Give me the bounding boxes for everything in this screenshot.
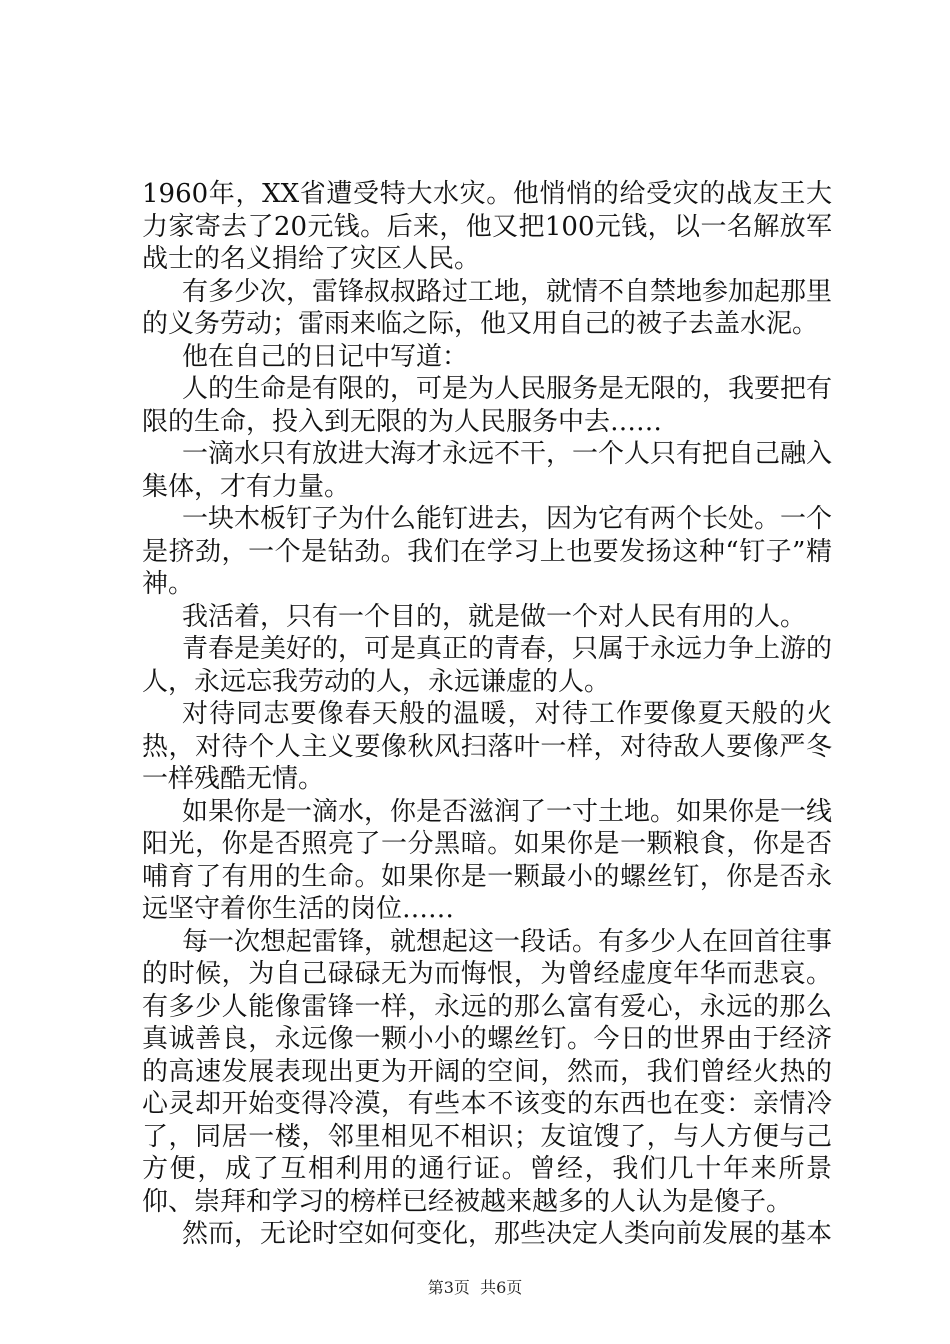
document-body [142,178,832,1251]
paragraph-diary-life: 人的生命是有限的，可是为人民服务是无限的，我要把有限的生命，投入到无限的为人民服务中去…… [142,374,833,437]
paragraph-however: 然而，无论时空如何变化，那些决定人类向前发展的基本 [182,1219,833,1249]
paragraph-diary-four-seasons: 对待同志要像春天般的温暖，对待工作要像夏天般的火热，对待个人主义要像秋风扫落叶一样，对待敌人要像严冬一样残酷无情。 [142,699,832,794]
page-number-label: 第3页 共6页 [427,1278,523,1297]
page-footer [0,1278,950,1298]
paragraph-flood-donation: 1960年，XX省遭受特大水灾。他悄悄的给受灾的战友王大力家寄去了20元钱。后来，他又把100元钱，以一名解放军战士的名义捐给了灾区人民。 [142,179,832,274]
paragraph-diary-water-drop: 一滴水只有放进大海才永远不干，一个人只有把自己融入集体，才有力量。 [142,439,833,502]
paragraph-reflection: 每一次想起雷锋，就想起这一段话。有多少人在回首往事的时候，为自己碌碌无为而悔恨，为曾经虚度年华而悲哀。有多少人能像雷锋一样，永远的那么富有爱心，永远的那么真诚善良，永远像一颗小小的螺丝钉。今日的世界由于经济的高速发展表现出更为开阔的空间，然而，我们曾经火热的心灵却开始变得冷漠，有些本不该变的东西也在变：亲情冷了，同居一楼，邻里相见不相识；友谊馊了，与人方便与己方便，成了互相利用的通行证。曾经，我们几十年来所景仰、崇拜和学习的榜样已经被越来越多的人认为是傻子。 [142,926,833,1217]
paragraph-diary-if-you-are: 如果你是一滴水，你是否滋润了一寸土地。如果你是一线阳光，你是否照亮了一分黑暗。如果你是一颗粮食，你是否哺育了有用的生命。如果你是一颗最小的螺丝钉，你是否永远坚守着你生活的岗位…… [142,796,833,924]
paragraph-diary-nail-spirit: 一块木板钉子为什么能钉进去，因为它有两个长处。一个是挤劲，一个是钻劲。我们在学习上也要发扬这种“钉子”精神。 [142,504,833,599]
paragraph-diary-intro: 他在自己的日记中写道： [182,341,469,372]
paragraph-diary-purpose: 我活着，只有一个目的，就是做一个对人民有用的人。 [182,601,807,632]
paragraph-diary-youth: 青春是美好的，可是真正的青春，只属于永远力争上游的人，永远忘我劳动的人，永远谦虚的人。 [142,634,833,697]
paragraph-volunteer-labor: 有多少次，雷锋叔叔路过工地，就情不自禁地参加起那里的义务劳动；雷雨来临之际，他又用自己的被子去盖水泥。 [142,276,833,339]
